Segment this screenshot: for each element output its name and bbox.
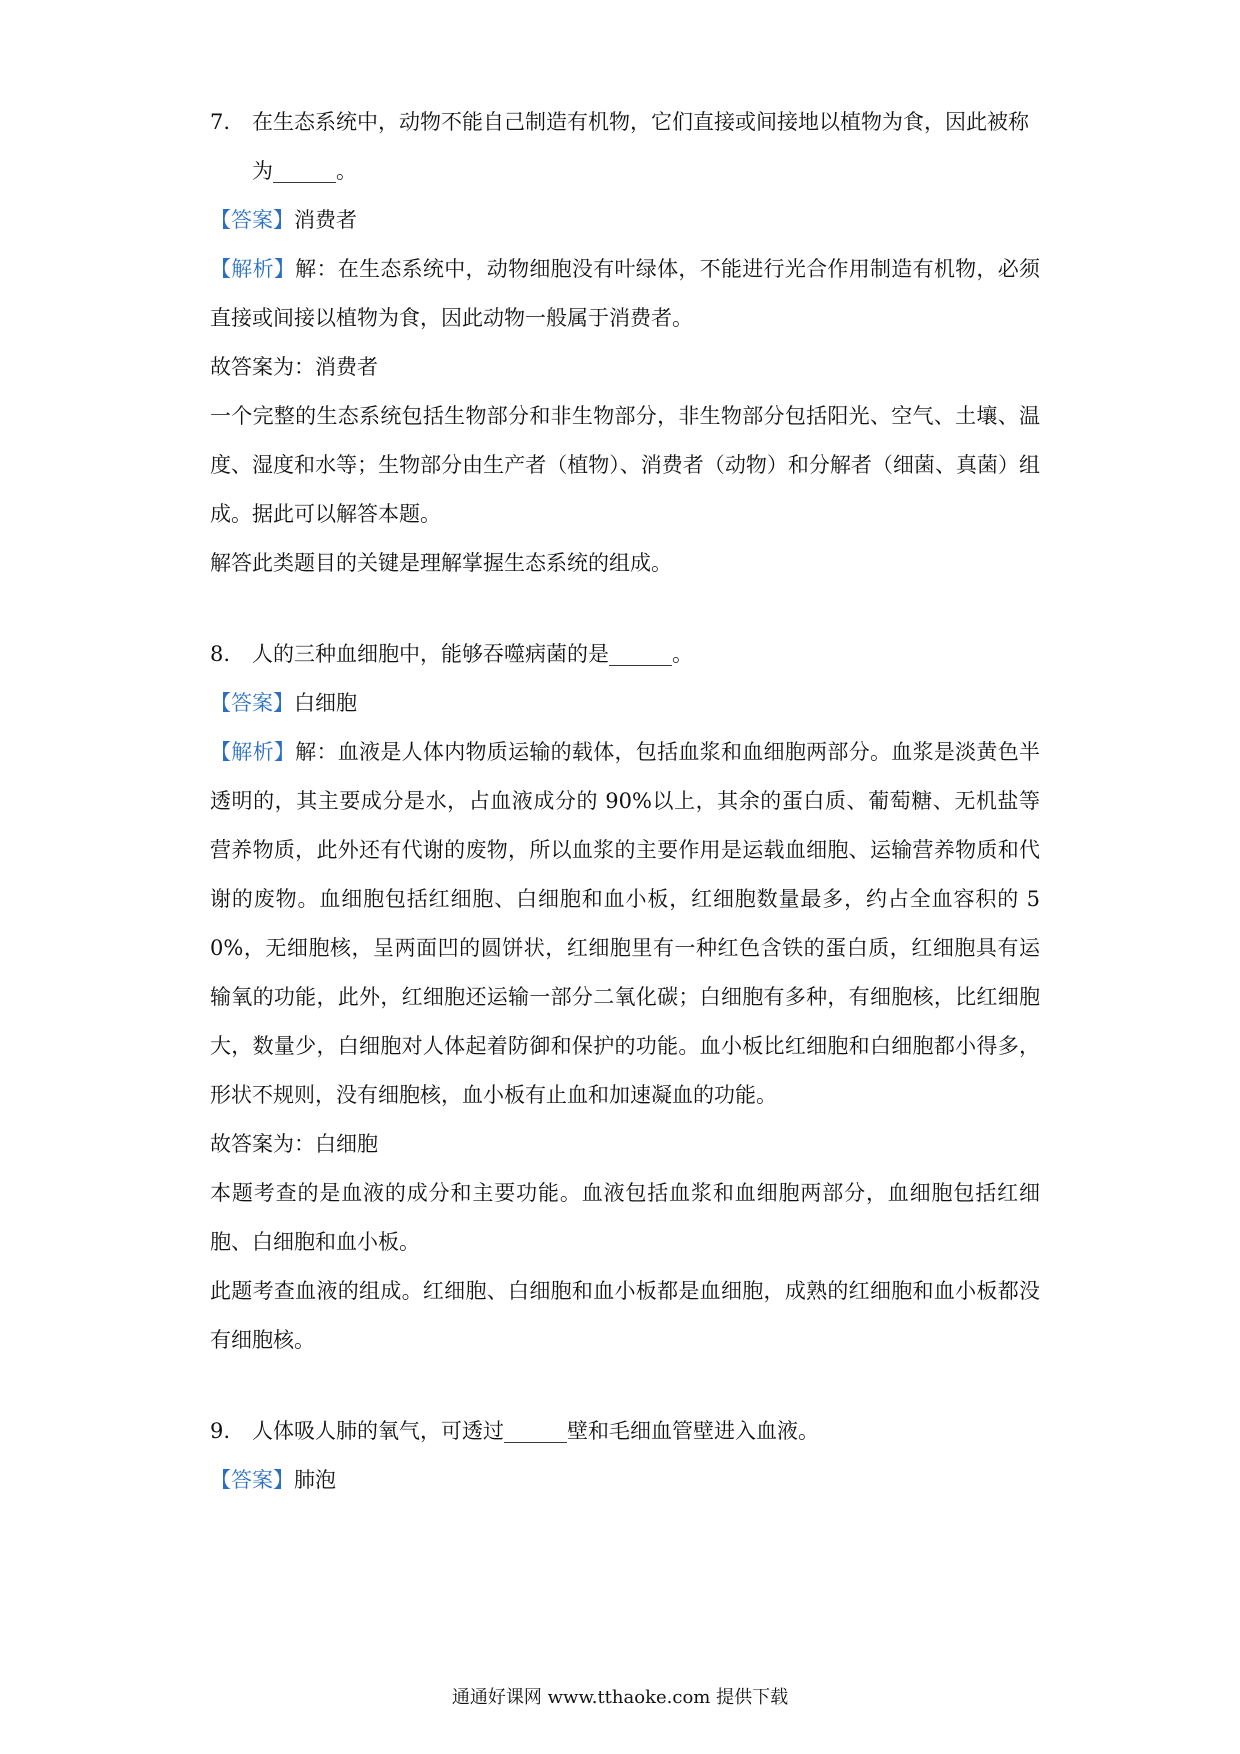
answer-line bbox=[210, 1456, 1040, 1505]
analysis-text: 解：血液是人体内物质运输的载体，包括血浆和血细胞两部分。血浆是淡黄色半透明的，其主要成分是水，占血液成分的 90%以上，其余的蛋白质、葡萄糖、无机盐等营养物质，此外还有代谢的废物，所以血浆的主要作用是运载血细胞、运输营养物质和代谢的废物。血细胞包括红细胞、白细胞和血小板，红细胞数量最多，约占全血容积的 50%，无细胞核，呈两面凹的圆饼状，红细胞里有一种红色含铁的蛋白质，红细胞具有运输氧的功能，此外，红细胞还运输一部分二氧化碳；白细胞有多种，有细胞核，比红细胞大，数量少，白细胞对人体起着防御和保护的功能。血小板比红细胞和白细胞都小得多，形状不规则，没有细胞核，血小板有止血和加速凝血的功能。 bbox=[210, 740, 1041, 1107]
answer-tag: 【答案】 bbox=[210, 1468, 294, 1492]
note-paragraph: 一个完整的生态系统包括生物部分和非生物部分，非生物部分包括阳光、空气、土壤、温度、湿度和水等；生物部分由生产者（植物）、消费者（动物）和分解者（细菌、真菌）组成。据此可以解答本题。 bbox=[210, 404, 1040, 526]
answer-line bbox=[210, 196, 1040, 245]
analysis-line bbox=[210, 728, 1040, 1120]
analysis-tag: 【解析】 bbox=[210, 740, 296, 764]
question-9 bbox=[210, 1407, 1040, 1505]
answer-value: 白细胞 bbox=[294, 691, 357, 715]
analysis-tag: 【解析】 bbox=[210, 257, 296, 281]
page-footer: 通通好课网 www.tthaoke.com 提供下载 bbox=[451, 1687, 789, 1708]
note-paragraph: 本题考查的是血液的成分和主要功能。血液包括血浆和血细胞两部分，血细胞包括红细胞、白细胞和血小板。 bbox=[210, 1181, 1040, 1254]
conclusion-line: 故答案为：白细胞 bbox=[210, 1132, 378, 1156]
analysis-line bbox=[210, 245, 1040, 343]
question-number: 9. bbox=[210, 1419, 231, 1443]
conclusion-line: 故答案为：消费者 bbox=[210, 355, 378, 379]
question-8 bbox=[210, 630, 1040, 1365]
section-spacer bbox=[210, 1365, 1040, 1407]
question-text: 7. 在生态系统中，动物不能自己制造有机物，它们直接或间接地以植物为食，因此被称为______。 bbox=[210, 98, 1040, 196]
section-spacer bbox=[210, 588, 1040, 630]
answer-tag: 【答案】 bbox=[210, 691, 294, 715]
note-paragraph: 此题考查血液的组成。红细胞、白细胞和血小板都是血细胞，成熟的红细胞和血小板都没有细胞核。 bbox=[210, 1279, 1040, 1352]
question-7 bbox=[210, 98, 1040, 588]
answer-line bbox=[210, 679, 1040, 728]
question-text: 9. 人体吸人肺的氧气，可透过______壁和毛细血管壁进入血液。 bbox=[210, 1407, 1040, 1456]
analysis-text: 解：在生态系统中，动物细胞没有叶绿体，不能进行光合作用制造有机物，必须直接或间接以植物为食，因此动物一般属于消费者。 bbox=[210, 257, 1041, 330]
answer-tag: 【答案】 bbox=[210, 208, 294, 232]
answer-value: 消费者 bbox=[294, 208, 357, 232]
page-content bbox=[210, 98, 1040, 1505]
note-paragraph: 解答此类题目的关键是理解掌握生态系统的组成。 bbox=[210, 551, 672, 575]
answer-value: 肺泡 bbox=[294, 1468, 336, 1492]
question-number: 7. bbox=[210, 110, 231, 134]
question-text: 8. 人的三种血细胞中，能够吞噬病菌的是______。 bbox=[210, 630, 1040, 679]
question-number: 8. bbox=[210, 642, 231, 666]
